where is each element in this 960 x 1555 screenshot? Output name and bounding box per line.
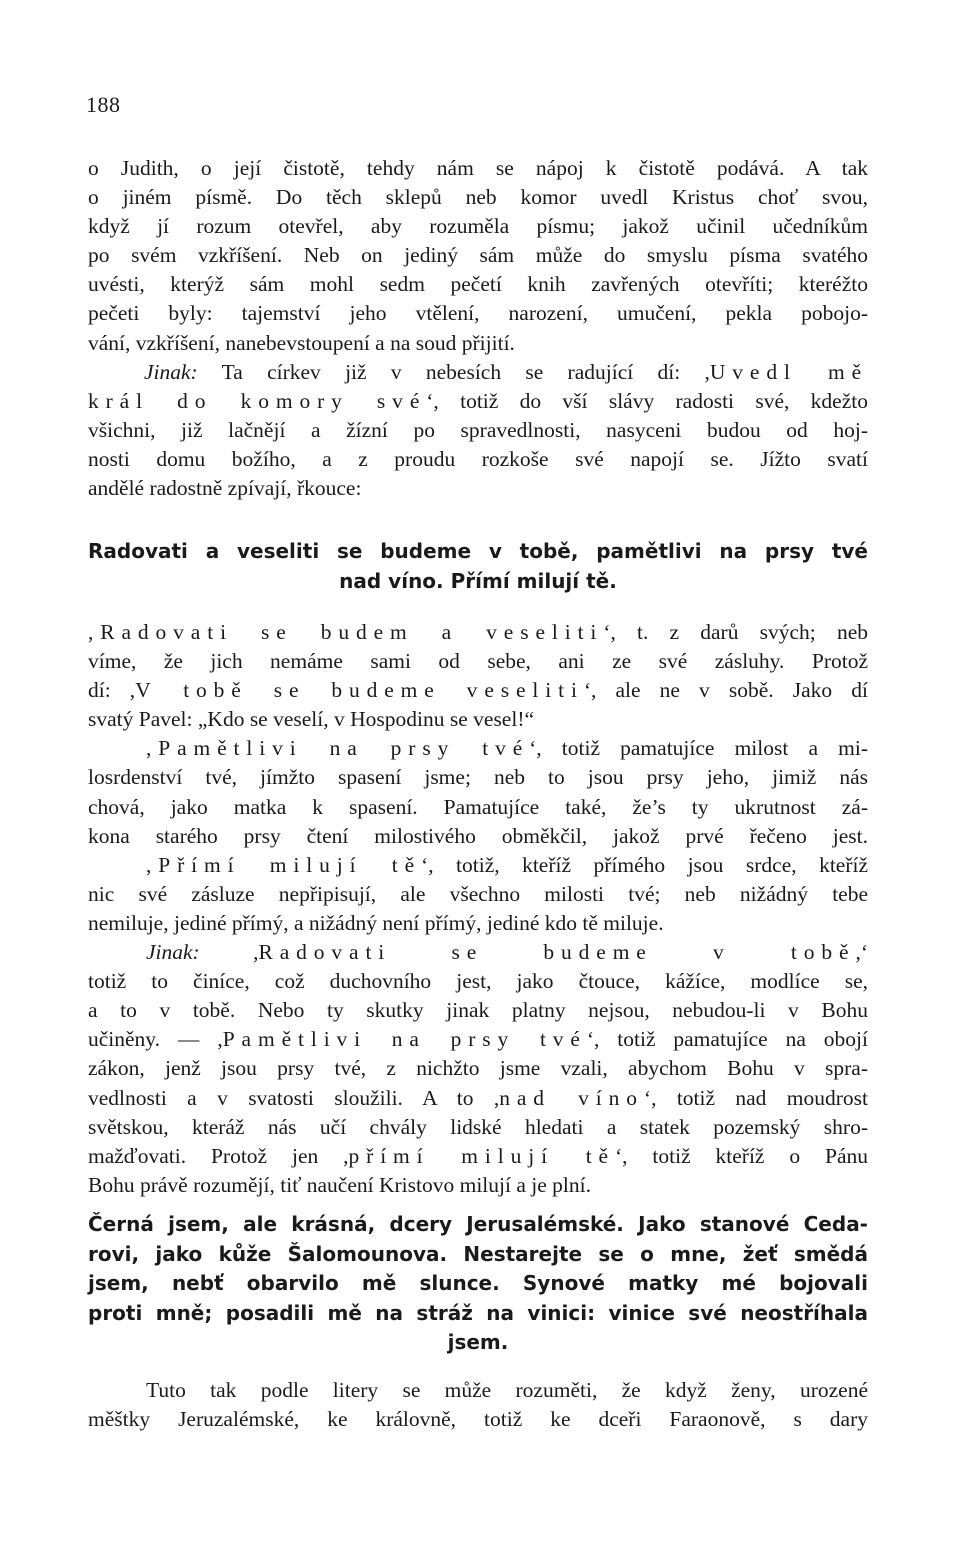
heading-line: nad víno. Přímí milují tě.: [339, 568, 617, 593]
text-line: vání, vzkříšení, nanebevstoupení a na soud přijití.: [88, 330, 515, 355]
text-line: pečeti byly: tajemství jeho vtělení, narození, umučení, pekla pobojo-: [88, 301, 868, 326]
text-line: svatý Pavel: „Kdo se veselí, v Hospodinu se vesel!“: [88, 707, 535, 732]
spaced-emphasis: ,Radovati se budem a veseliti: [88, 620, 604, 644]
paragraph-5: [88, 851, 868, 938]
text-line: dí: ,V tobě se budeme veseliti‘, ale ne v sobě. Jako dí: [88, 678, 869, 703]
heading-line: Černá jsem, ale krásná, dcery Jerusalémské. Jako stanové Ceda-: [88, 1212, 868, 1236]
text-line: mažďovati. Protož jen ,přímí milují tě‘, totiž kteříž o Pánu: [88, 1143, 868, 1168]
text-line: andělé radostně zpívají, řkouce:: [88, 476, 362, 501]
text-line: učiněny. — ,Pamětlivi na prsy tvé‘, totiž pamatujíce na obojí: [88, 1027, 868, 1052]
text-line: po svém vzkříšení. Neb on jediný sám může do smyslu písma svatého: [88, 243, 868, 268]
heading-line: Radovati a veseliti se budeme v tobě, pamětlivi na prsy tvé: [88, 539, 868, 563]
heading-line: proti mně; posadili mě na stráž na vinici: vinice své neostříhala: [88, 1300, 868, 1325]
paragraph-4: [88, 734, 868, 850]
heading-line: jsem.: [447, 1330, 509, 1354]
text-line: Jinak: ,Radovati se budeme v tobě,‘: [146, 940, 869, 965]
spaced-emphasis: přímí milují tě: [348, 1143, 615, 1168]
text-line: král do komory své‘, totiž do vší slávy radosti své, kdežto: [88, 388, 868, 413]
text-line: o Judith, o její čistotě, tehdy nám se nápoj k čistotě podává. A tak: [88, 156, 868, 180]
paragraph-2: [88, 358, 868, 503]
spaced-emphasis: Radovati se budeme v tobě: [258, 940, 856, 965]
text-line: všichni, již lačnějí a žízní po spravedlnosti, nasyceni budou od hoj-: [88, 417, 868, 442]
text-line: víme, že jich nemáme sami od sebe, ani ze své zásluhy. Protož: [88, 649, 868, 674]
spaced-emphasis: ,Přímí milují tě: [146, 852, 422, 877]
text-line: nosti domu božího, a z proudu rozkoše své napojí se. Jížto svatí: [88, 446, 868, 471]
paragraph-3: [88, 618, 868, 734]
text-line: ,Přímí milují tě‘, totiž, kteříž přímého jsou srdce, kteříž: [146, 852, 869, 877]
text-line: Tuto tak podle litery se může rozuměti, že když ženy, urozené: [146, 1378, 868, 1402]
heading-line: jsem, nebť obarvilo mě slunce. Synové matky mé bojovali: [88, 1271, 868, 1295]
text-line: losrdenství tvé, jímžto spasení jsme; neb to jsou prsy jeho, jimiž nás: [88, 765, 868, 790]
paragraph-7: [88, 1376, 868, 1434]
verse-heading-1: [88, 537, 868, 596]
text-line: ,Pamětlivi na prsy tvé‘, totiž pamatujíce milost a mi-: [146, 736, 868, 761]
spaced-emphasis: král do komory své: [88, 388, 427, 413]
text-line: světskou, kteráž nás učí chvály lidské hledati a statek pozemský shro-: [88, 1114, 868, 1139]
text-line: totiž to činíce, což duchovního jest, jako čtouce, kážíce, modlíce se,: [88, 969, 868, 994]
paragraph-1: [88, 154, 868, 358]
text-line: vedlnosti a v svatosti sloužili. A to ,nad víno‘, totiž nad moudrost: [88, 1085, 869, 1110]
text-line: Bohu právě rozumějí, tiť naučení Kristovo milují a je plní.: [88, 1172, 591, 1197]
text-line: Jinak: Ta církev již v nebesích se radující dí: ,Uvedl mě: [144, 359, 868, 384]
italic-text: Jinak:: [146, 940, 200, 965]
text-line: kona starého prsy čtení milostivého obměkčil, jakož prvé řečeno jest.: [88, 823, 868, 848]
text-line: když jí rozum otevřel, aby rozuměla písmu; jakož učinil učedníkům: [88, 214, 868, 239]
spaced-emphasis: Pamětlivi na prsy tvé: [222, 1027, 587, 1052]
text-line: chová, jako matka k spasení. Pamatujíce také, že’s ty ukrutnost zá-: [88, 794, 868, 819]
text-line: zákon, jenž jsou prsy tvé, z nichžto jsme vzali, abychom Bohu v spra-: [88, 1056, 868, 1081]
text-line: o jiném písmě. Do těch sklepů neb komor uvedl Kristus choť svou,: [88, 185, 868, 210]
spaced-emphasis: V tobě se budeme veseliti: [135, 678, 584, 703]
spaced-emphasis: ,Pamětlivi na prsy tvé: [146, 736, 530, 761]
italic-text: Jinak:: [144, 359, 198, 384]
text-line: nic své zásluze nepřipisují, ale všechno milosti tvé; neb nižádný tebe: [88, 881, 868, 906]
text-line: měštky Jeruzalémské, ke královně, totiž ke dceři Faraonově, s dary: [88, 1407, 868, 1432]
text-line: a to v tobě. Nebo ty skutky jinak platny nejsou, nebudou-li v Bohu: [88, 998, 868, 1023]
spaced-emphasis: nad víno: [499, 1085, 644, 1110]
text-line: ,Radovati se budem a veseliti‘, t. z darů svých; neb: [88, 620, 868, 644]
text-line: uvésti, kterýž sám mohl sedm pečetí knih zavřených otevříti; kteréžto: [88, 272, 868, 297]
spaced-emphasis: Uvedl mě: [709, 359, 868, 384]
heading-line: rovi, jako kůže Šalomounova. Nestarejte se o mne, žeť smědá: [88, 1241, 868, 1266]
text-line: nemiluje, jediné přímý, a nižádný není přímý, jediné kdo tě miluje.: [88, 910, 664, 935]
paragraph-6: [88, 938, 868, 1200]
verse-heading-2: [88, 1210, 868, 1358]
page-number: 188: [86, 92, 121, 117]
